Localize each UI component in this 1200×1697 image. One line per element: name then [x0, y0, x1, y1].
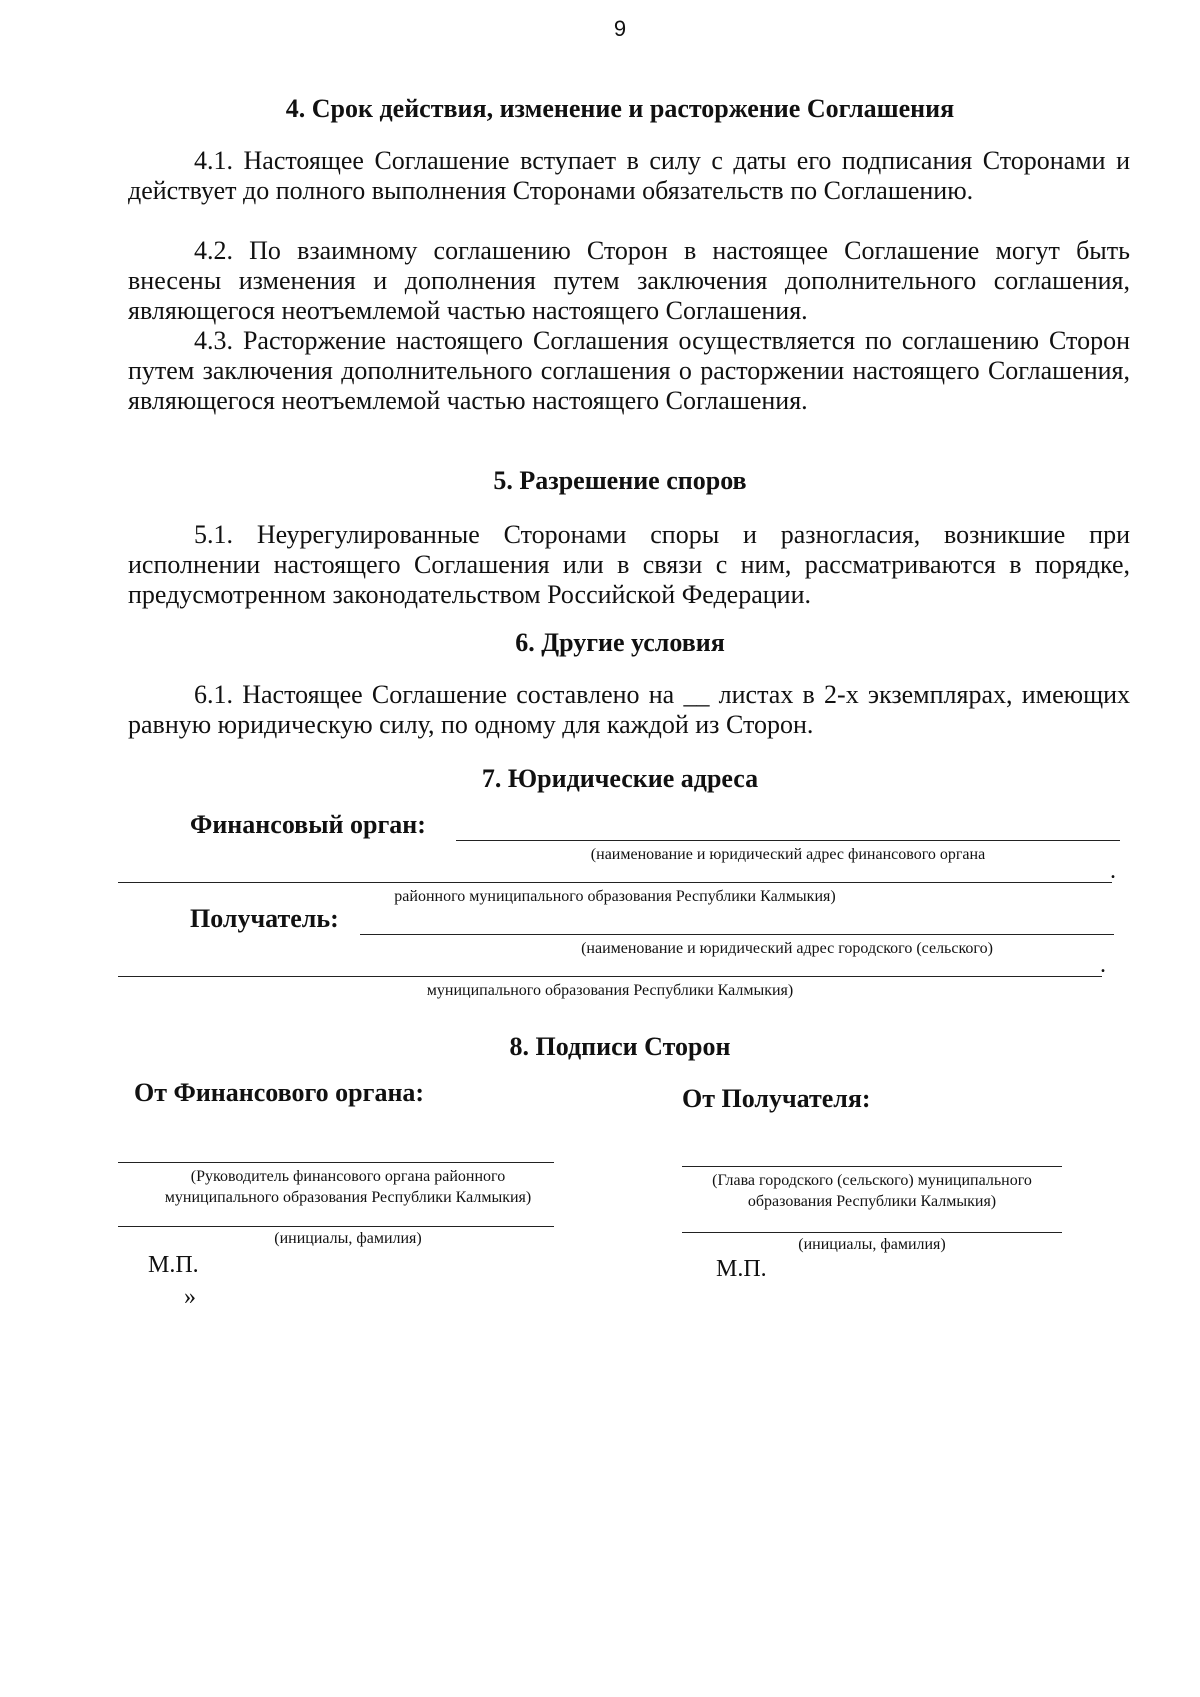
- finance-authority-period: .: [1110, 858, 1116, 884]
- section-4-1-paragraph: 4.1. Настоящее Соглашение вступает в силу с даты его подписания Сторонами и действует до полного выполнения Сторонами обязательств по Соглашению.: [128, 146, 1130, 205]
- signature-right-line: [682, 1166, 1062, 1167]
- signature-left-initials-caption: (инициалы, фамилия): [274, 1230, 422, 1247]
- signature-right-caption-line-2: образования Республики Калмыкия): [747, 1193, 997, 1210]
- section-6-heading: 6. Другие условия: [515, 628, 725, 657]
- signature-left-stamp-place: М.П.: [148, 1252, 199, 1278]
- signature-left-title: От Финансового органа:: [134, 1078, 425, 1107]
- recipient-caption-2: муниципального образования Республики Калмыкия): [426, 982, 794, 999]
- signature-left-initials-line: [118, 1226, 554, 1227]
- signature-right-caption: [672, 1170, 1072, 1212]
- signature-left-caption: [118, 1166, 578, 1208]
- section-5-heading: 5. Разрешение споров: [493, 466, 747, 495]
- section-4-3-paragraph: 4.3. Расторжение настоящего Соглашения осуществляется по соглашению Сторон путем заключения дополнительного соглашения о расторжении настоящего Соглашения, являющегося неотъемлемой частью настоящего Соглашения.: [128, 326, 1130, 415]
- recipient-line-2: [118, 976, 1102, 977]
- finance-authority-line-2: [118, 882, 1112, 883]
- signature-right-caption-line-1: (Глава городского (сельского) муниципального: [712, 1172, 1032, 1189]
- finance-authority-line: [456, 840, 1120, 841]
- signature-left-line: [118, 1162, 554, 1163]
- recipient-line: [360, 934, 1114, 935]
- recipient-caption-1: (наименование и юридический адрес городского (сельского): [581, 940, 993, 957]
- recipient-label: Получатель:: [190, 904, 339, 933]
- signature-right-initials-caption: (инициалы, фамилия): [798, 1236, 946, 1253]
- section-8-heading: 8. Подписи Сторон: [509, 1032, 731, 1061]
- recipient-period: .: [1100, 952, 1106, 978]
- section-7-heading: 7. Юридические адреса: [481, 764, 759, 793]
- finance-authority-label: Финансовый орган:: [190, 810, 426, 839]
- finance-authority-caption-1: (наименование и юридический адрес финансового органа: [590, 846, 986, 863]
- page-number: 9: [613, 16, 627, 41]
- signature-right-title: От Получателя:: [682, 1084, 871, 1113]
- signature-right-stamp-place: М.П.: [716, 1256, 767, 1282]
- section-4-heading: 4. Срок действия, изменение и расторжение Соглашения: [285, 94, 955, 123]
- finance-authority-caption-2: районного муниципального образования Республики Калмыкия): [394, 888, 836, 905]
- section-5-1-paragraph: 5.1. Неурегулированные Сторонами споры и разногласия, возникшие при исполнении настоящего Соглашения или в связи с ним, рассматриваются в порядке, предусмотренном законодательством Российской Федерации.: [128, 520, 1130, 609]
- closing-quote-mark: »: [184, 1284, 196, 1310]
- signature-left-caption-line-2: муниципального образования Республики Калмыкия): [164, 1189, 532, 1206]
- signature-right-initials-line: [682, 1232, 1062, 1233]
- section-4-2-paragraph: 4.2. По взаимному соглашению Сторон в настоящее Соглашение могут быть внесены изменения и дополнения путем заключения дополнительного соглашения, являющегося неотъемлемой частью настоящего Соглашения.: [128, 236, 1130, 325]
- signature-left-caption-line-1: (Руководитель финансового органа районного: [190, 1168, 506, 1185]
- section-6-1-paragraph: 6.1. Настоящее Соглашение составлено на __ листах в 2-х экземплярах, имеющих равную юридическую силу, по одному для каждой из Сторон.: [128, 680, 1130, 739]
